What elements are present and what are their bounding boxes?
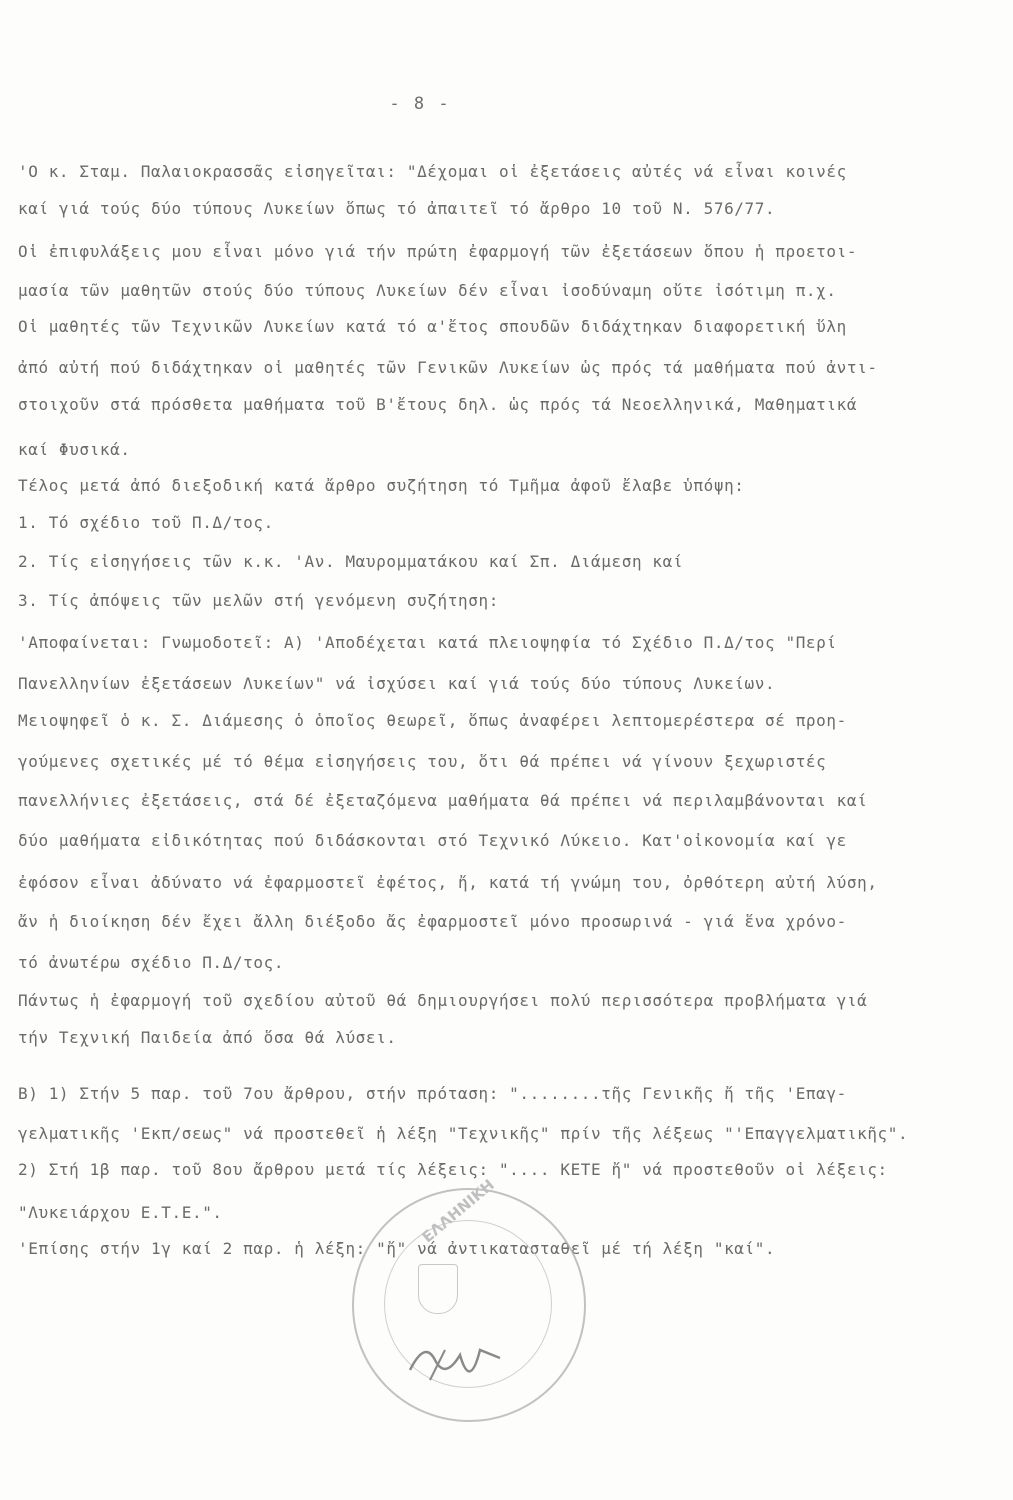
text-line: μασία τῶν μαθητῶν στούς δύο τύπους Λυκείων δέν εἶναι ἰσοδύναμη οὔτε ἰσότιμη π.χ. xyxy=(18,281,837,300)
text-line: ἀπό αὐτή πού διδάχτηκαν οἱ μαθητές τῶν Γενικῶν Λυκείων ὡς πρός τά μαθήματα πού ἀντι- xyxy=(18,358,878,377)
text-line: τό ἀνωτέρω σχέδιο Π.Δ/τος. xyxy=(18,953,285,972)
text-line: 2. Τίς εἰσηγήσεις τῶν κ.κ. 'Αν. Μαυρομματάκου καί Σπ. Διάμεση καί xyxy=(18,552,684,571)
text-line: 2) Στή 1β παρ. τοῦ 8ου ἄρθρου μετά τίς λέξεις: ".... ΚΕΤΕ ἤ" νά προστεθοῦν οἱ λέξεις: xyxy=(18,1160,888,1179)
text-line: Τέλος μετά ἀπό διεξοδική κατά ἄρθρο συζήτηση τό Τμῆμα ἀφοῦ ἔλαβε ὑπόψη: xyxy=(18,476,745,495)
text-line: δύο μαθήματα εἰδικότητας πού διδάσκονται στό Τεχνικό Λύκειο. Κατ'οἰκονομία καί γε xyxy=(18,831,847,850)
text-line: Πανελληνίων ἐξετάσεων Λυκείων" νά ἰσχύσει καί γιά τούς δύο τύπους Λυκείων. xyxy=(18,674,776,693)
text-line: Πάντως ἡ ἐφαρμογή τοῦ σχεδίου αὐτοῦ θά δημιουργήσει πολύ περισσότερα προβλήματα γιά xyxy=(18,991,868,1010)
text-line: "Λυκειάρχου Ε.Τ.Ε.". xyxy=(18,1203,223,1222)
text-line: καί Φυσικά. xyxy=(18,440,131,459)
coat-of-arms-icon xyxy=(418,1264,458,1314)
text-line: Μειοψηφεῖ ὁ κ. Σ. Διάμεσης ὁ ὁποῖος θεωρεῖ, ὅπως ἀναφέρει λεπτομερέστερα σέ προη- xyxy=(18,711,847,730)
text-line: πανελλήνιες ἐξετάσεις, στά δέ ἐξεταζόμενα μαθήματα θά πρέπει νά περιλαμβάνονται καί xyxy=(18,791,868,810)
text-line: Β) 1) Στήν 5 παρ. τοῦ 7ου ἄρθρου, στήν πρόταση: "........τῆς Γενικῆς ἤ τῆς 'Επαγ- xyxy=(18,1084,847,1103)
text-line: καί γιά τούς δύο τύπους Λυκείων ὅπως τό ἀπαιτεῖ τό ἄρθρο 10 τοῦ Ν. 576/77. xyxy=(18,199,776,218)
text-line: Οἱ μαθητές τῶν Τεχνικῶν Λυκείων κατά τό α'ἔτος σπουδῶν διδάχτηκαν διαφορετική ὕλη xyxy=(18,317,847,336)
text-line: στοιχοῦν στά πρόσθετα μαθήματα τοῦ Β'ἔτους δηλ. ὡς πρός τά Νεοελληνικά, Μαθηματικά xyxy=(18,395,858,414)
page-number: - 8 - xyxy=(389,94,451,114)
text-line: 'Επίσης στήν 1γ καί 2 παρ. ἡ λέξη: "ἤ" νά ἀντικατασταθεῖ μέ τή λέξη "καί". xyxy=(18,1239,776,1258)
text-line: τήν Τεχνική Παιδεία ἀπό ὅσα θά λύσει. xyxy=(18,1028,397,1047)
text-line: Οἱ ἐπιφυλάξεις μου εἶναι μόνο γιά τήν πρώτη ἐφαρμογή τῶν ἐξετάσεων ὅπου ἡ προετοι- xyxy=(18,242,858,261)
handwritten-signature xyxy=(400,1330,510,1400)
text-line: γούμενες σχετικές μέ τό θέμα εἰσηγήσεις του, ὅτι θά πρέπει νά γίνουν ξεχωριστές xyxy=(18,752,827,771)
text-line: γελματικῆς 'Εκπ/σεως" νά προστεθεῖ ἡ λέξη "Τεχνικῆς" πρίν τῆς λέξεως "'Επαγγελματικῆς". xyxy=(18,1124,909,1143)
text-line: 'Ο κ. Σταμ. Παλαιοκρασσᾶς εἰσηγεῖται: "Δέχομαι οἱ ἐξετάσεις αὐτές νά εἶναι κοινές xyxy=(18,162,847,181)
text-line: ἐφόσον εἶναι ἀδύνατο νά ἐφαρμοστεῖ ἐφέτος, ἤ, κατά τή γνώμη του, ὀρθότερη αὐτή λύση, xyxy=(18,873,878,892)
text-line: 3. Τίς ἀπόψεις τῶν μελῶν στή γενόμενη συζήτηση: xyxy=(18,591,499,610)
text-line: ἄν ἡ διοίκηση δέν ἔχει ἄλλη διέξοδο ἄς ἐφαρμοστεῖ μόνο προσωρινά - γιά ἕνα χρόνο- xyxy=(18,912,847,931)
seal-text: ΕΛΛΗΝΙΚΗ xyxy=(418,1175,498,1247)
text-line: 'Αποφαίνεται: Γνωμοδοτεῖ: Α) 'Αποδέχεται κατά πλειοψηφία τό Σχέδιο Π.Δ/τος "Περί xyxy=(18,633,837,652)
text-line: 1. Τό σχέδιο τοῦ Π.Δ/τος. xyxy=(18,513,274,532)
